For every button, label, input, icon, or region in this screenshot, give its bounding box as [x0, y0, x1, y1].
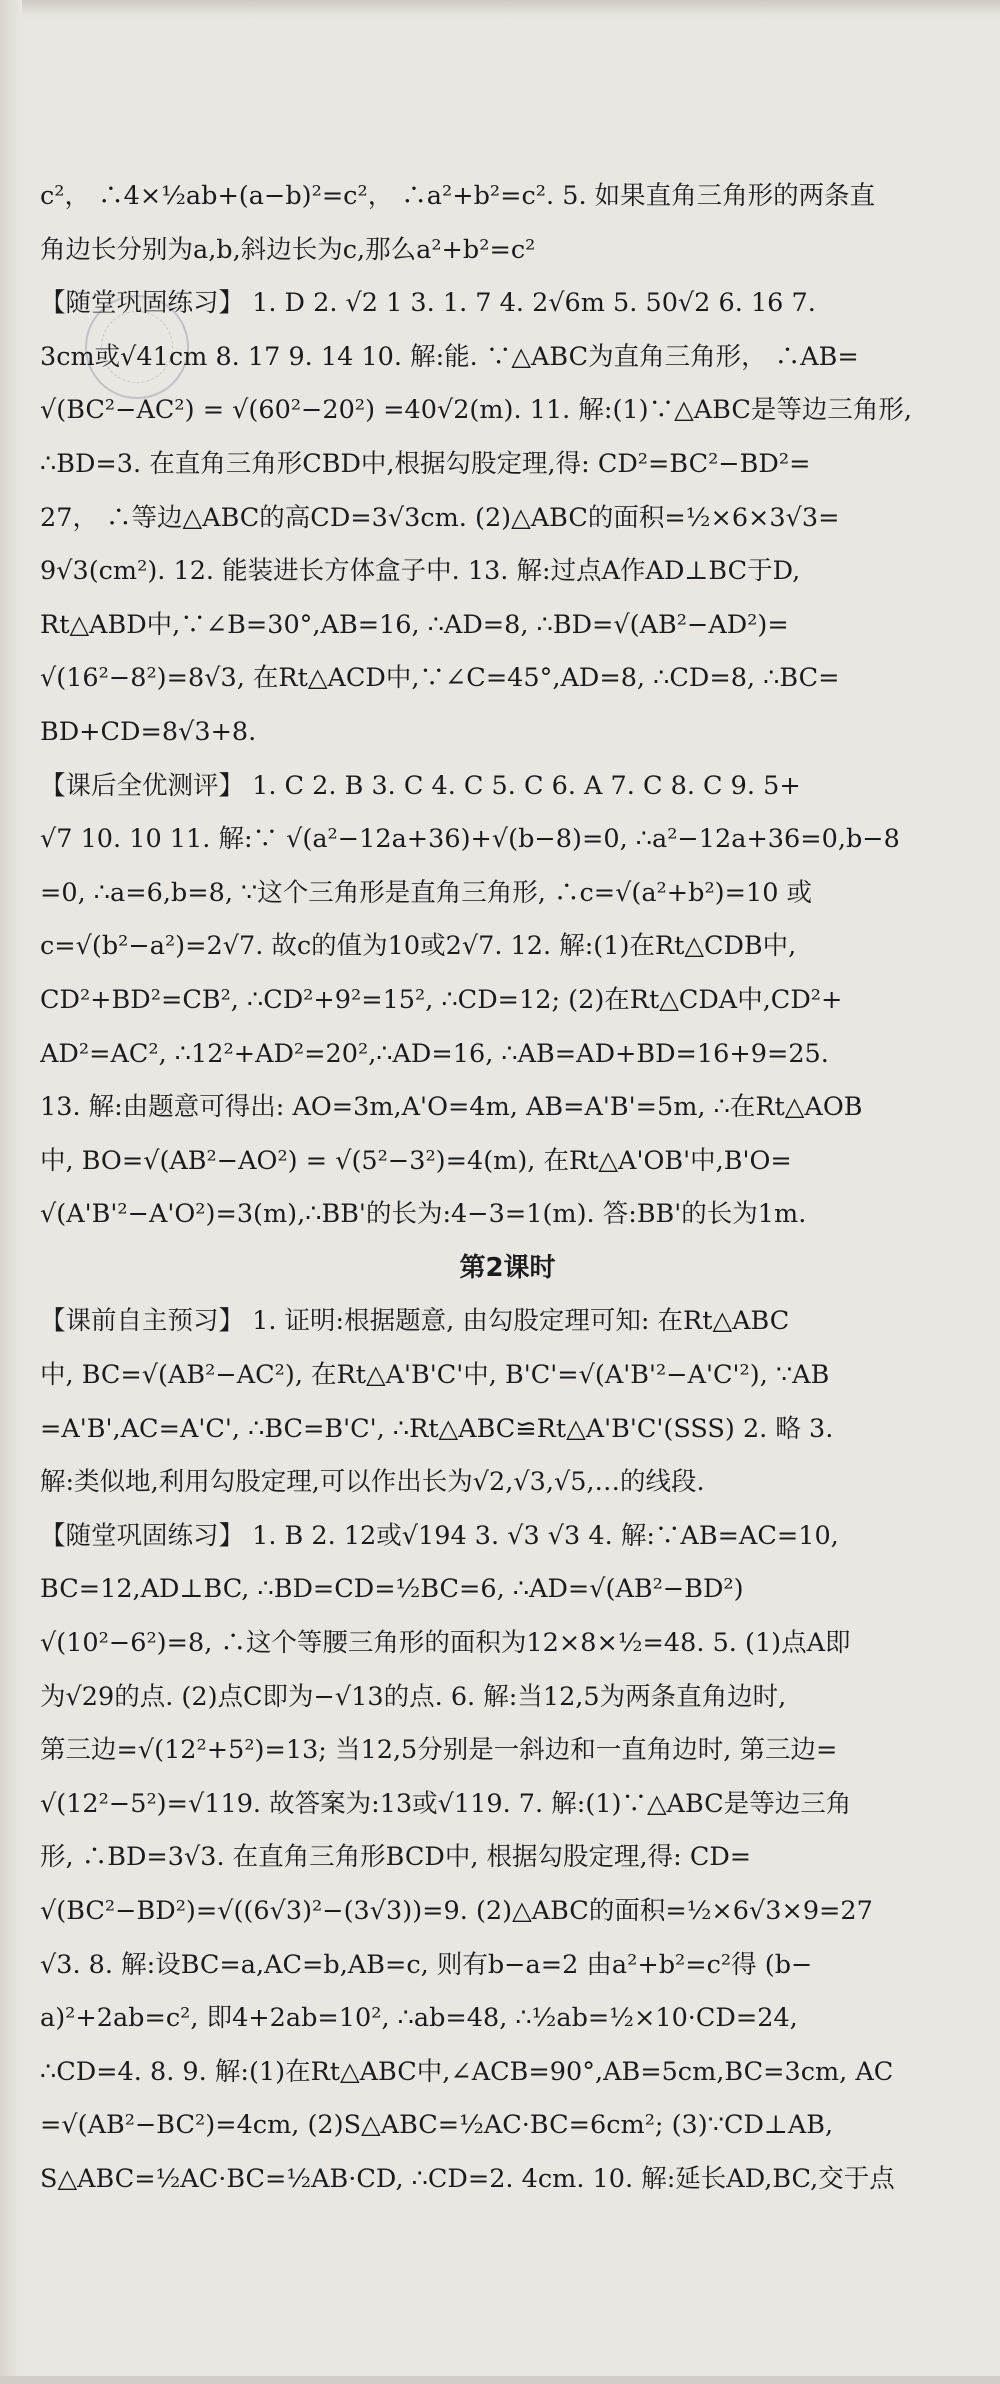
text-line: √(BC²−BD²)=√((6√3)²−(3√3))=9. (2)△ABC的面积=½×6√3×9=27: [40, 1896, 873, 1926]
text-line: 为√29的点. (2)点C即为−√13的点. 6. 解:当12,5为两条直角边时,: [40, 1681, 787, 1712]
text-line: 解:类似地,利用勾股定理,可以作出长为√2,√3,√5,…的线段.: [40, 1467, 705, 1498]
answer-page: [40, 170, 975, 2207]
scan-edge-bottom: [0, 2376, 1000, 2384]
text-line: 中, BO=√(AB²−AO²) = √(5²−3²)=4(m), 在Rt△A'OB'中,B'O=: [40, 1145, 792, 1176]
section-title: 第2课时: [459, 1252, 556, 1283]
text-line: Rt△ABD中,∵∠B=30°,AB=16, ∴AD=8, ∴BD=√(AB²−AD²)=: [40, 609, 789, 640]
scan-gutter-shadow: [0, 0, 22, 2384]
text-line: 3cm或√41cm 8. 17 9. 14 10. 解:能. ∵△ABC为直角三角形， ∴AB=: [40, 341, 859, 372]
text-line: =A'B',AC=A'C', ∴BC=B'C', ∴Rt△ABC≌Rt△A'B'C'(SSS) 2. 略 3.: [40, 1413, 834, 1444]
text-line: 9√3(cm²). 12. 能装进长方体盒子中. 13. 解:过点A作AD⊥BC于D,: [40, 556, 801, 587]
text-line: 中, BC=√(AB²−AC²), 在Rt△A'B'C'中, B'C'=√(A'B'²−A'C'²), ∵AB: [40, 1360, 830, 1391]
text-line: S△ABC=½AC·BC=½AB·CD, ∴CD=2. 4cm. 10. 解:延长AD,BC,交于点: [40, 2163, 895, 2194]
text-line: 角边长分别为a,b,斜边长为c,那么a²+b²=c²: [40, 234, 536, 265]
text-line: 【随堂巩固练习】 1. B 2. 12或√194 3. √3 √3 4. 解:∵AB=AC=10,: [40, 1520, 839, 1551]
text-line: 27， ∴等边△ABC的高CD=3√3cm. (2)△ABC的面积=½×6×3√3=: [40, 502, 840, 533]
text-line: 【课前自主预习】 1. 证明:根据题意, 由勾股定理可知: 在Rt△ABC: [40, 1306, 790, 1337]
text-line: BD+CD=8√3+8.: [40, 716, 257, 747]
text-line: 【随堂巩固练习】 1. D 2. √2 1 3. 1. 7 4. 2√6m 5. 50√2 6. 16 7.: [40, 288, 816, 319]
text-line: AD²=AC², ∴12²+AD²=20²,∴AD=16, ∴AB=AD+BD=16+9=25.: [40, 1038, 829, 1069]
text-line: √(BC²−AC²) = √(60²−20²) =40√2(m). 11. 解:(1)∵△ABC是等边三角形,: [40, 395, 912, 426]
text-line: c²， ∴4×½ab+(a−b)²=c²， ∴a²+b²=c². 5. 如果直角三角形的两条直: [40, 181, 876, 211]
text-line: √(10²−6²)=8, ∴这个等腰三角形的面积为12×8×½=48. 5. (1)点A即: [40, 1628, 851, 1659]
scan-edge-top: [0, 0, 1000, 18]
text-line: ∴BD=3. 在直角三角形CBD中,根据勾股定理,得: CD²=BC²−BD²=: [40, 448, 811, 479]
text-line: 【课后全优测评】 1. C 2. B 3. C 4. C 5. C 6. A 7. C 8. C 9. 5+: [40, 770, 801, 801]
text-line: 第三边=√(12²+5²)=13; 当12,5分别是一斜边和一直角边时, 第三边=: [40, 1735, 838, 1766]
text-line: =0, ∴a=6,b=8, ∵这个三角形是直角三角形, ∴c=√(a²+b²)=10 或: [40, 877, 813, 908]
text-line: √7 10. 10 11. 解:∵ √(a²−12a+36)+√(b−8)=0, ∴a²−12a+36=0,b−8: [40, 824, 900, 855]
text-line: ∴CD=4. 8. 9. 解:(1)在Rt△ABC中,∠ACB=90°,AB=5cm,BC=3cm, AC: [40, 2056, 894, 2087]
text-line: √(16²−8²)=8√3, 在Rt△ACD中,∵∠C=45°,AD=8, ∴CD=8, ∴BC=: [40, 663, 840, 694]
text-line: √(12²−5²)=√119. 故答案为:13或√119. 7. 解:(1)∵△ABC是等边三角: [40, 1788, 852, 1819]
text-line: =√(AB²−BC²)=4cm, (2)S△ABC=½AC·BC=6cm²; (3)∵CD⊥AB,: [40, 2110, 834, 2141]
text-line: 形, ∴BD=3√3. 在直角三角形BCD中, 根据勾股定理,得: CD=: [40, 1842, 752, 1873]
text-line: 13. 解:由题意可得出: AO=3m,A'O=4m, AB=A'B'=5m, ∴在Rt△AOB: [40, 1092, 863, 1123]
text-line: a)²+2ab=c², 即4+2ab=10², ∴ab=48, ∴½ab=½×10·CD=24,: [40, 2003, 798, 2034]
text-line: CD²+BD²=CB², ∴CD²+9²=15², ∴CD=12; (2)在Rt△CDA中,CD²+: [40, 984, 843, 1015]
text-line: √(A'B'²−A'O²)=3(m),∴BB'的长为:4−3=1(m). 答:BB'的长为1m.: [40, 1199, 807, 1230]
text-line: c=√(b²−a²)=2√7. 故c的值为10或2√7. 12. 解:(1)在Rt△CDB中,: [40, 931, 797, 962]
text-line: √3. 8. 解:设BC=a,AC=b,AB=c, 则有b−a=2 由a²+b²=c²得 (b−: [40, 1949, 813, 1980]
text-line: BC=12,AD⊥BC, ∴BD=CD=½BC=6, ∴AD=√(AB²−BD²): [40, 1574, 744, 1605]
